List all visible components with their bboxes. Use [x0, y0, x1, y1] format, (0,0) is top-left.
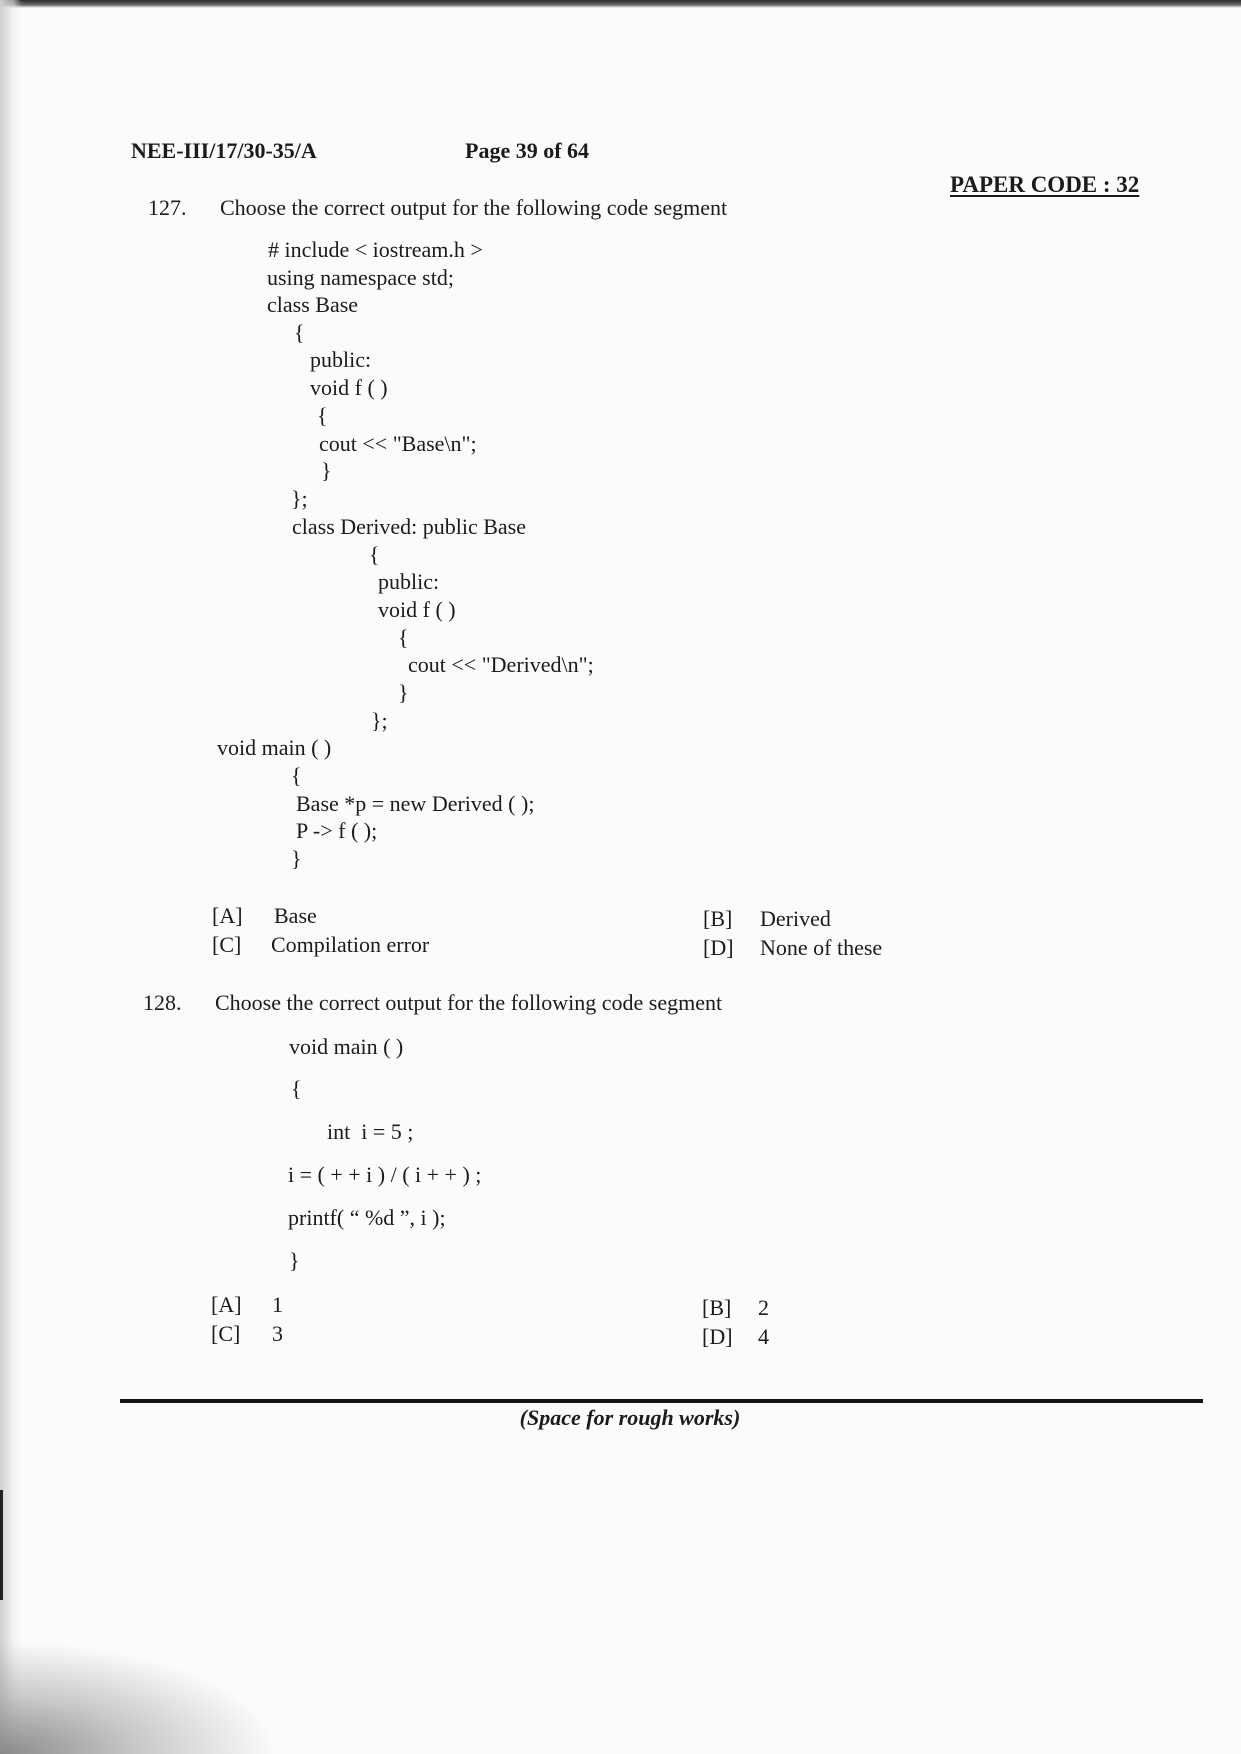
scan-top-edge: [0, 0, 1241, 8]
option-letter: [D]: [702, 1324, 733, 1349]
code-line: public:: [378, 569, 440, 594]
code-line: cout << "Derived\n";: [408, 652, 594, 677]
code-line: public:: [310, 347, 372, 372]
scan-left-shadow: [0, 0, 22, 1754]
rough-work-label: (Space for rough works): [519, 1405, 741, 1430]
option-text: Base: [274, 903, 317, 928]
code-line: Base *p = new Derived ( );: [296, 791, 535, 816]
option-text: 2: [758, 1295, 769, 1320]
code-line: };: [371, 708, 388, 733]
question-text: Choose the correct output for the following code segment: [220, 195, 728, 220]
option-letter: [A]: [211, 1292, 242, 1317]
code-line: {: [294, 320, 305, 345]
option-letter: [A]: [212, 903, 243, 928]
code-line: {: [291, 763, 302, 788]
code-line: printf( “ %d ”, i );: [288, 1205, 446, 1230]
option-letter: [C]: [211, 1321, 241, 1346]
option-text: 1: [272, 1292, 283, 1317]
code-line: }: [291, 846, 302, 871]
exam-code: NEE-III/17/30-35/A: [131, 138, 317, 163]
scan-corner-shadow: [0, 1640, 280, 1754]
paper-code: PAPER CODE : 32: [950, 172, 1140, 197]
footer-divider: [120, 1399, 1203, 1403]
page-number: Page 39 of 64: [465, 138, 590, 163]
option-letter: [B]: [702, 1295, 732, 1320]
code-line: {: [369, 542, 380, 567]
question-number: 128.: [143, 990, 182, 1015]
code-line: }: [398, 680, 409, 705]
code-line: {: [398, 625, 409, 650]
code-line: void f ( ): [378, 597, 456, 622]
code-line: class Base: [267, 292, 359, 317]
code-line: void main ( ): [217, 735, 332, 760]
code-line: {: [291, 1076, 302, 1101]
code-line: };: [291, 486, 308, 511]
option-text: 4: [758, 1324, 769, 1349]
code-line: {: [317, 403, 328, 428]
option-text: 3: [272, 1321, 283, 1346]
code-line: using namespace std;: [267, 265, 454, 290]
option-letter: [B]: [703, 906, 733, 931]
code-line: cout << "Base\n";: [319, 431, 477, 456]
question-number: 127.: [148, 195, 187, 220]
scan-edge-mark: [0, 1490, 3, 1600]
code-line: void main ( ): [289, 1034, 404, 1059]
code-line: }: [321, 458, 332, 483]
code-line: int i = 5 ;: [327, 1119, 414, 1144]
option-text: Compilation error: [271, 932, 430, 957]
code-line: class Derived: public Base: [292, 514, 526, 539]
option-text: Derived: [760, 906, 831, 931]
question-text: Choose the correct output for the following code segment: [215, 990, 723, 1015]
code-line: }: [289, 1248, 300, 1273]
code-line: i = ( + + i ) / ( i + + ) ;: [288, 1162, 482, 1187]
code-line: P -> f ( );: [296, 818, 378, 843]
code-line: # include < iostream.h >: [268, 237, 483, 262]
option-letter: [D]: [703, 935, 734, 960]
option-letter: [C]: [212, 932, 242, 957]
option-text: None of these: [760, 935, 883, 960]
code-line: void f ( ): [310, 375, 388, 400]
